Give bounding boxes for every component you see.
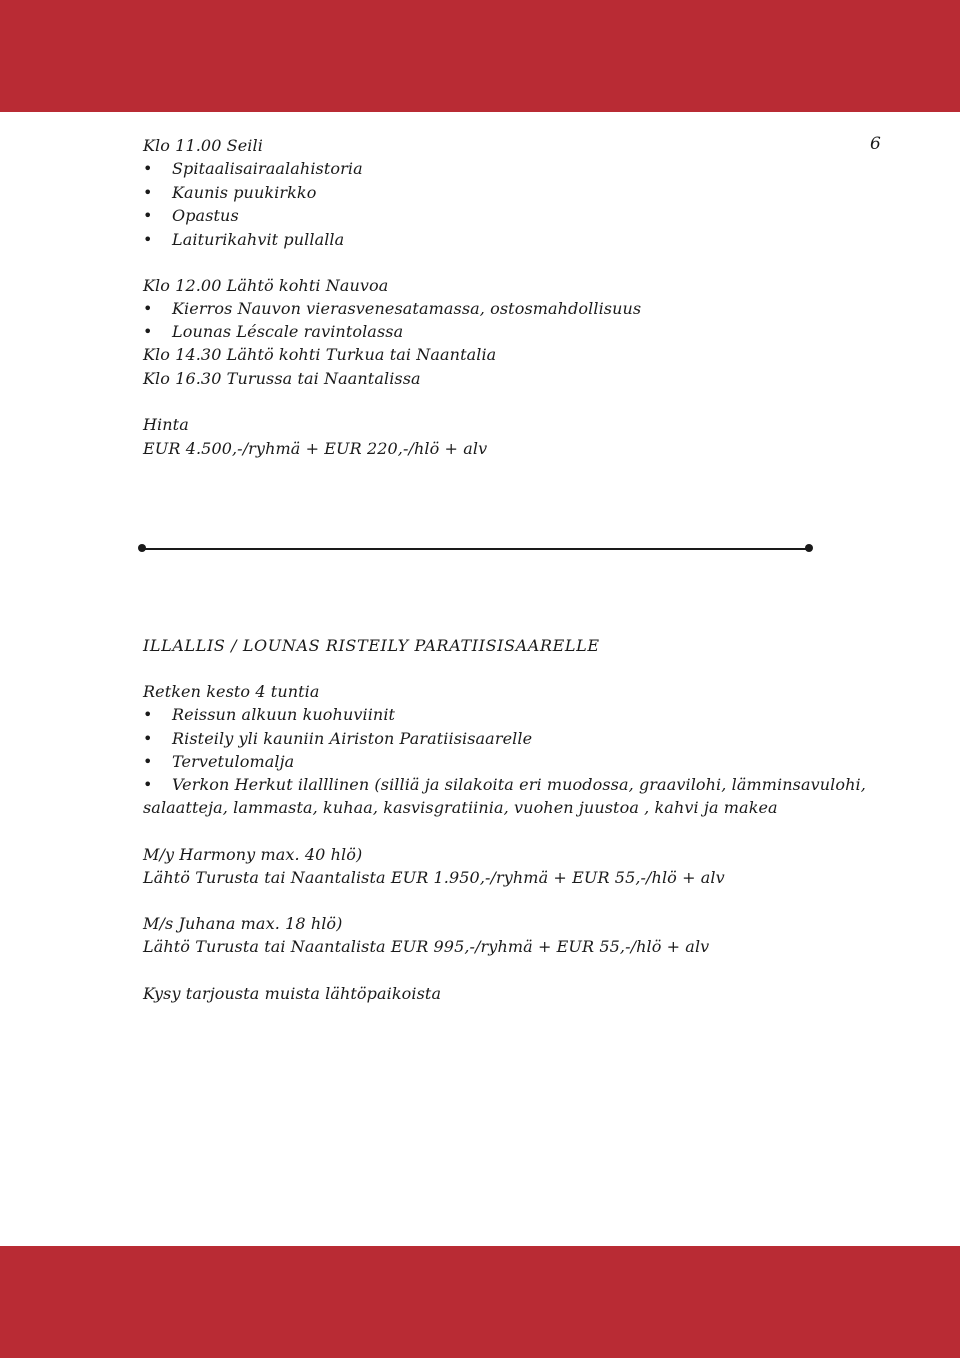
cruise-item: Reissun alkuun kuohuviinit xyxy=(172,705,396,724)
bullet-icon: • xyxy=(143,775,153,794)
bullet-icon: • xyxy=(143,230,153,249)
footer-band xyxy=(0,1246,960,1358)
bullet-icon: • xyxy=(143,206,153,225)
boat1-price: Lähtö Turusta tai Naantalista EUR 1.950,-/ryhmä + EUR 55,-/hlö + alv xyxy=(143,868,725,887)
departure-time: Klo 14.30 Lähtö kohti Turkua tai Naantalia xyxy=(143,345,497,364)
bullet-icon: • xyxy=(143,752,153,771)
cruise-item: Risteily yli kauniin Airiston Paratiisisaarelle xyxy=(172,729,533,748)
divider-dot-icon xyxy=(138,544,146,552)
nauvo-item: Lounas Léscale ravintolassa xyxy=(172,322,404,341)
bullet-icon: • xyxy=(143,322,153,341)
section-divider xyxy=(140,548,810,550)
cruise-item-continuation: salaatteja, lammasta, kuhaa, kasvisgratiinia, vuohen juustoa , kahvi ja makea xyxy=(143,798,778,817)
boat2-price: Lähtö Turusta tai Naantalista EUR 995,-/ryhmä + EUR 55,-/hlö + alv xyxy=(143,937,710,956)
page-number: 6 xyxy=(870,134,881,154)
nauvo-time: Klo 12.00 Lähtö kohti Nauvoa xyxy=(143,276,389,295)
inquiry-note: Kysy tarjousta muista lähtöpaikoista xyxy=(143,984,442,1003)
boat1-name: M/y Harmony max. 40 hlö) xyxy=(143,845,363,864)
header-band xyxy=(0,0,960,112)
seili-item: Laiturikahvit pullalla xyxy=(172,230,345,249)
duration: Retken kesto 4 tuntia xyxy=(143,682,320,701)
cruise-item: Verkon Herkut ilalllinen (silliä ja silakoita eri muodossa, graavilohi, lämminsavulohi, xyxy=(172,775,866,794)
bullet-icon: • xyxy=(143,183,153,202)
seili-item: Opastus xyxy=(172,206,239,225)
arrival-time: Klo 16.30 Turussa tai Naantalissa xyxy=(143,369,421,388)
bullet-icon: • xyxy=(143,705,153,724)
price-value: EUR 4.500,-/ryhmä + EUR 220,-/hlö + alv xyxy=(143,439,488,458)
boat2-name: M/s Juhana max. 18 hlö) xyxy=(143,914,343,933)
nauvo-item: Kierros Nauvon vierasvenesatamassa, ostosmahdollisuus xyxy=(172,299,642,318)
section-title: ILLALLIS / LOUNAS RISTEILY PARATIISISAARELLE xyxy=(143,636,600,655)
seili-item: Kaunis puukirkko xyxy=(172,183,317,202)
bullet-icon: • xyxy=(143,299,153,318)
seili-time: Klo 11.00 Seili xyxy=(143,136,263,155)
bullet-icon: • xyxy=(143,729,153,748)
divider-dot-icon xyxy=(805,544,813,552)
seili-item: Spitaalisairaalahistoria xyxy=(172,159,363,178)
price-label: Hinta xyxy=(143,415,189,434)
bullet-icon: • xyxy=(143,159,153,178)
cruise-item: Tervetulomalja xyxy=(172,752,295,771)
